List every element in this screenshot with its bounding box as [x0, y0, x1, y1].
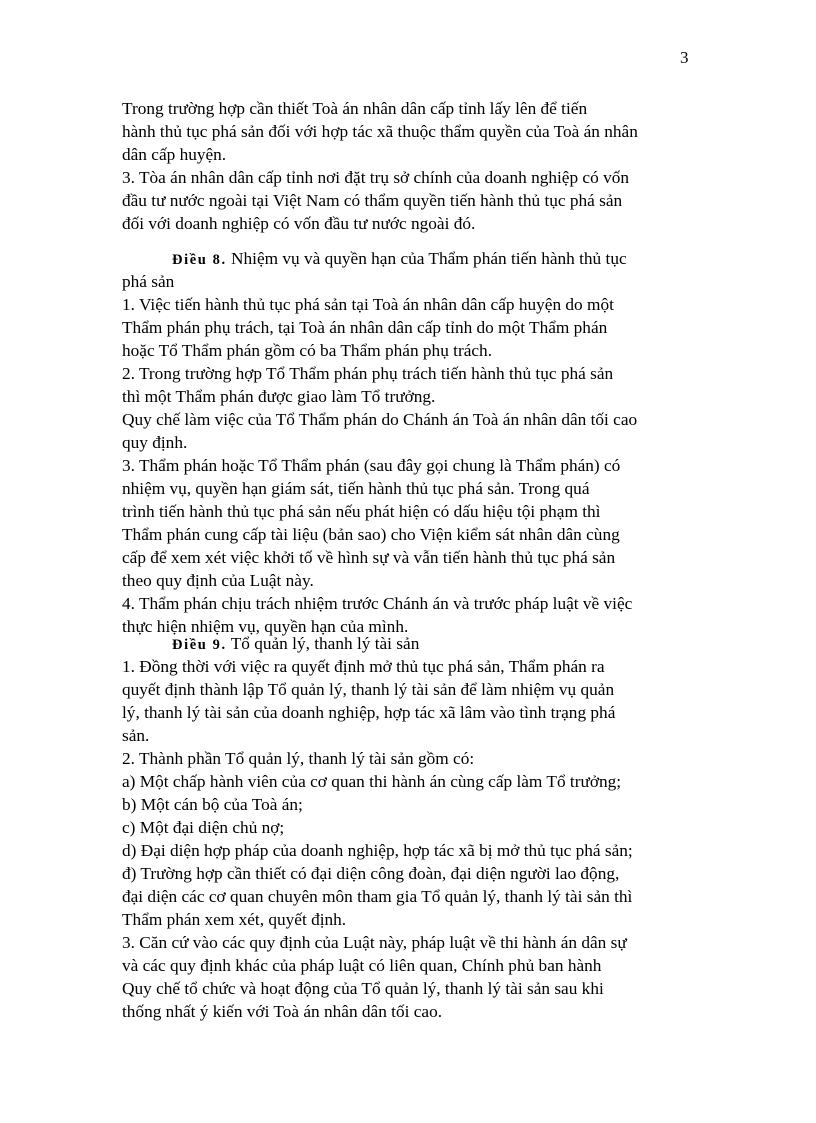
page-number: 3: [680, 48, 689, 67]
text-line: đầu tư nước ngoài tại Việt Nam có thẩm quyền tiến hành thủ tục phá sản: [122, 191, 623, 210]
text-line: b) Một cán bộ của Toà án;: [122, 795, 303, 814]
text-line: Thẩm phán phụ trách, tại Toà án nhân dân cấp tỉnh do một Thẩm phán: [122, 318, 608, 337]
text-line: 4. Thẩm phán chịu trách nhiệm trước Chánh án và trước pháp luật về việc: [122, 594, 633, 613]
text-line: d) Đại diện hợp pháp của doanh nghiệp, hợp tác xã bị mở thủ tục phá sản;: [122, 841, 633, 860]
text-line: Quy chế làm việc của Tổ Thẩm phán do Chánh án Toà án nhân dân tối cao: [122, 410, 638, 429]
text-line: c) Một đại diện chủ nợ;: [122, 818, 285, 837]
text-line: sản.: [122, 726, 150, 745]
text-line: đại diện các cơ quan chuyên môn tham gia Tổ quản lý, thanh lý tài sản thì: [122, 887, 633, 906]
text-line: dân cấp huyện.: [122, 145, 227, 164]
text-line: Trong trường hợp cần thiết Toà án nhân dân cấp tỉnh lấy lên để tiến: [122, 99, 588, 118]
text-line: đ) Trường hợp cần thiết có đại diện công đoàn, đại diện người lao động,: [122, 864, 620, 883]
text-line: hoặc Tổ Thẩm phán gồm có ba Thẩm phán phụ trách.: [122, 341, 493, 360]
article-8-heading: [172, 247, 627, 272]
text-line: hành thủ tục phá sản đối với hợp tác xã thuộc thẩm quyền của Toà án nhân: [122, 122, 638, 141]
text-line: 2. Trong trường hợp Tổ Thẩm phán phụ trách tiến hành thủ tục phá sản: [122, 364, 614, 383]
text-line: đối với doanh nghiệp có vốn đầu tư nước ngoài đó.: [122, 214, 476, 233]
text-line: cấp để xem xét việc khởi tố về hình sự và vẫn tiến hành thủ tục phá sản: [122, 548, 616, 567]
text-line: quyết định thành lập Tổ quản lý, thanh lý tài sản để làm nhiệm vụ quản: [122, 680, 615, 699]
text-line: Thẩm phán cung cấp tài liệu (bản sao) cho Viện kiểm sát nhân dân cùng: [122, 525, 620, 544]
text-line: thì một Thẩm phán được giao làm Tổ trưởng.: [122, 387, 436, 406]
text-line: 2. Thành phần Tổ quản lý, thanh lý tài sản gồm có:: [122, 749, 475, 768]
text-line: 3. Thẩm phán hoặc Tổ Thẩm phán (sau đây gọi chung là Thẩm phán) có: [122, 456, 621, 475]
text-line: quy định.: [122, 433, 188, 452]
article-8-label: Điều 8.: [172, 252, 227, 268]
article-9-heading: [172, 632, 419, 657]
text-line: 1. Việc tiến hành thủ tục phá sản tại Toà án nhân dân cấp huyện do một: [122, 295, 614, 314]
text-line: Quy chế tổ chức và hoạt động của Tổ quản lý, thanh lý tài sản sau khi: [122, 979, 604, 998]
text-line: a) Một chấp hành viên của cơ quan thi hành án cùng cấp làm Tổ trưởng;: [122, 772, 622, 791]
text-line: phá sản: [122, 272, 175, 291]
article-9-title: Tổ quản lý, thanh lý tài sản: [230, 634, 420, 653]
text-line: nhiệm vụ, quyền hạn giám sát, tiến hành thủ tục phá sản. Trong quá: [122, 479, 590, 498]
text-line: Thẩm phán xem xét, quyết định.: [122, 910, 347, 929]
text-line: và các quy định khác của pháp luật có liên quan, Chính phủ ban hành: [122, 956, 602, 975]
text-line: trình tiến hành thủ tục phá sản nếu phát hiện có dấu hiệu tội phạm thì: [122, 502, 601, 521]
text-line: thống nhất ý kiến với Toà án nhân dân tối cao.: [122, 1002, 443, 1021]
text-line: 3. Căn cứ vào các quy định của Luật này, pháp luật về thi hành án dân sự: [122, 933, 627, 952]
text-line: theo quy định của Luật này.: [122, 571, 314, 590]
article-8-title: Nhiệm vụ và quyền hạn của Thẩm phán tiến hành thủ tục: [231, 249, 627, 268]
text-line: lý, thanh lý tài sản của doanh nghiệp, hợp tác xã lâm vào tình trạng phá: [122, 703, 616, 722]
text-line: thực hiện nhiệm vụ, quyền hạn của mình.: [122, 617, 409, 636]
text-line: 3. Tòa án nhân dân cấp tỉnh nơi đặt trụ sở chính của doanh nghiệp có vốn: [122, 168, 629, 187]
text-line: 1. Đồng thời với việc ra quyết định mở thủ tục phá sản, Thẩm phán ra: [122, 657, 605, 676]
article-9-label: Điều 9.: [172, 637, 227, 653]
